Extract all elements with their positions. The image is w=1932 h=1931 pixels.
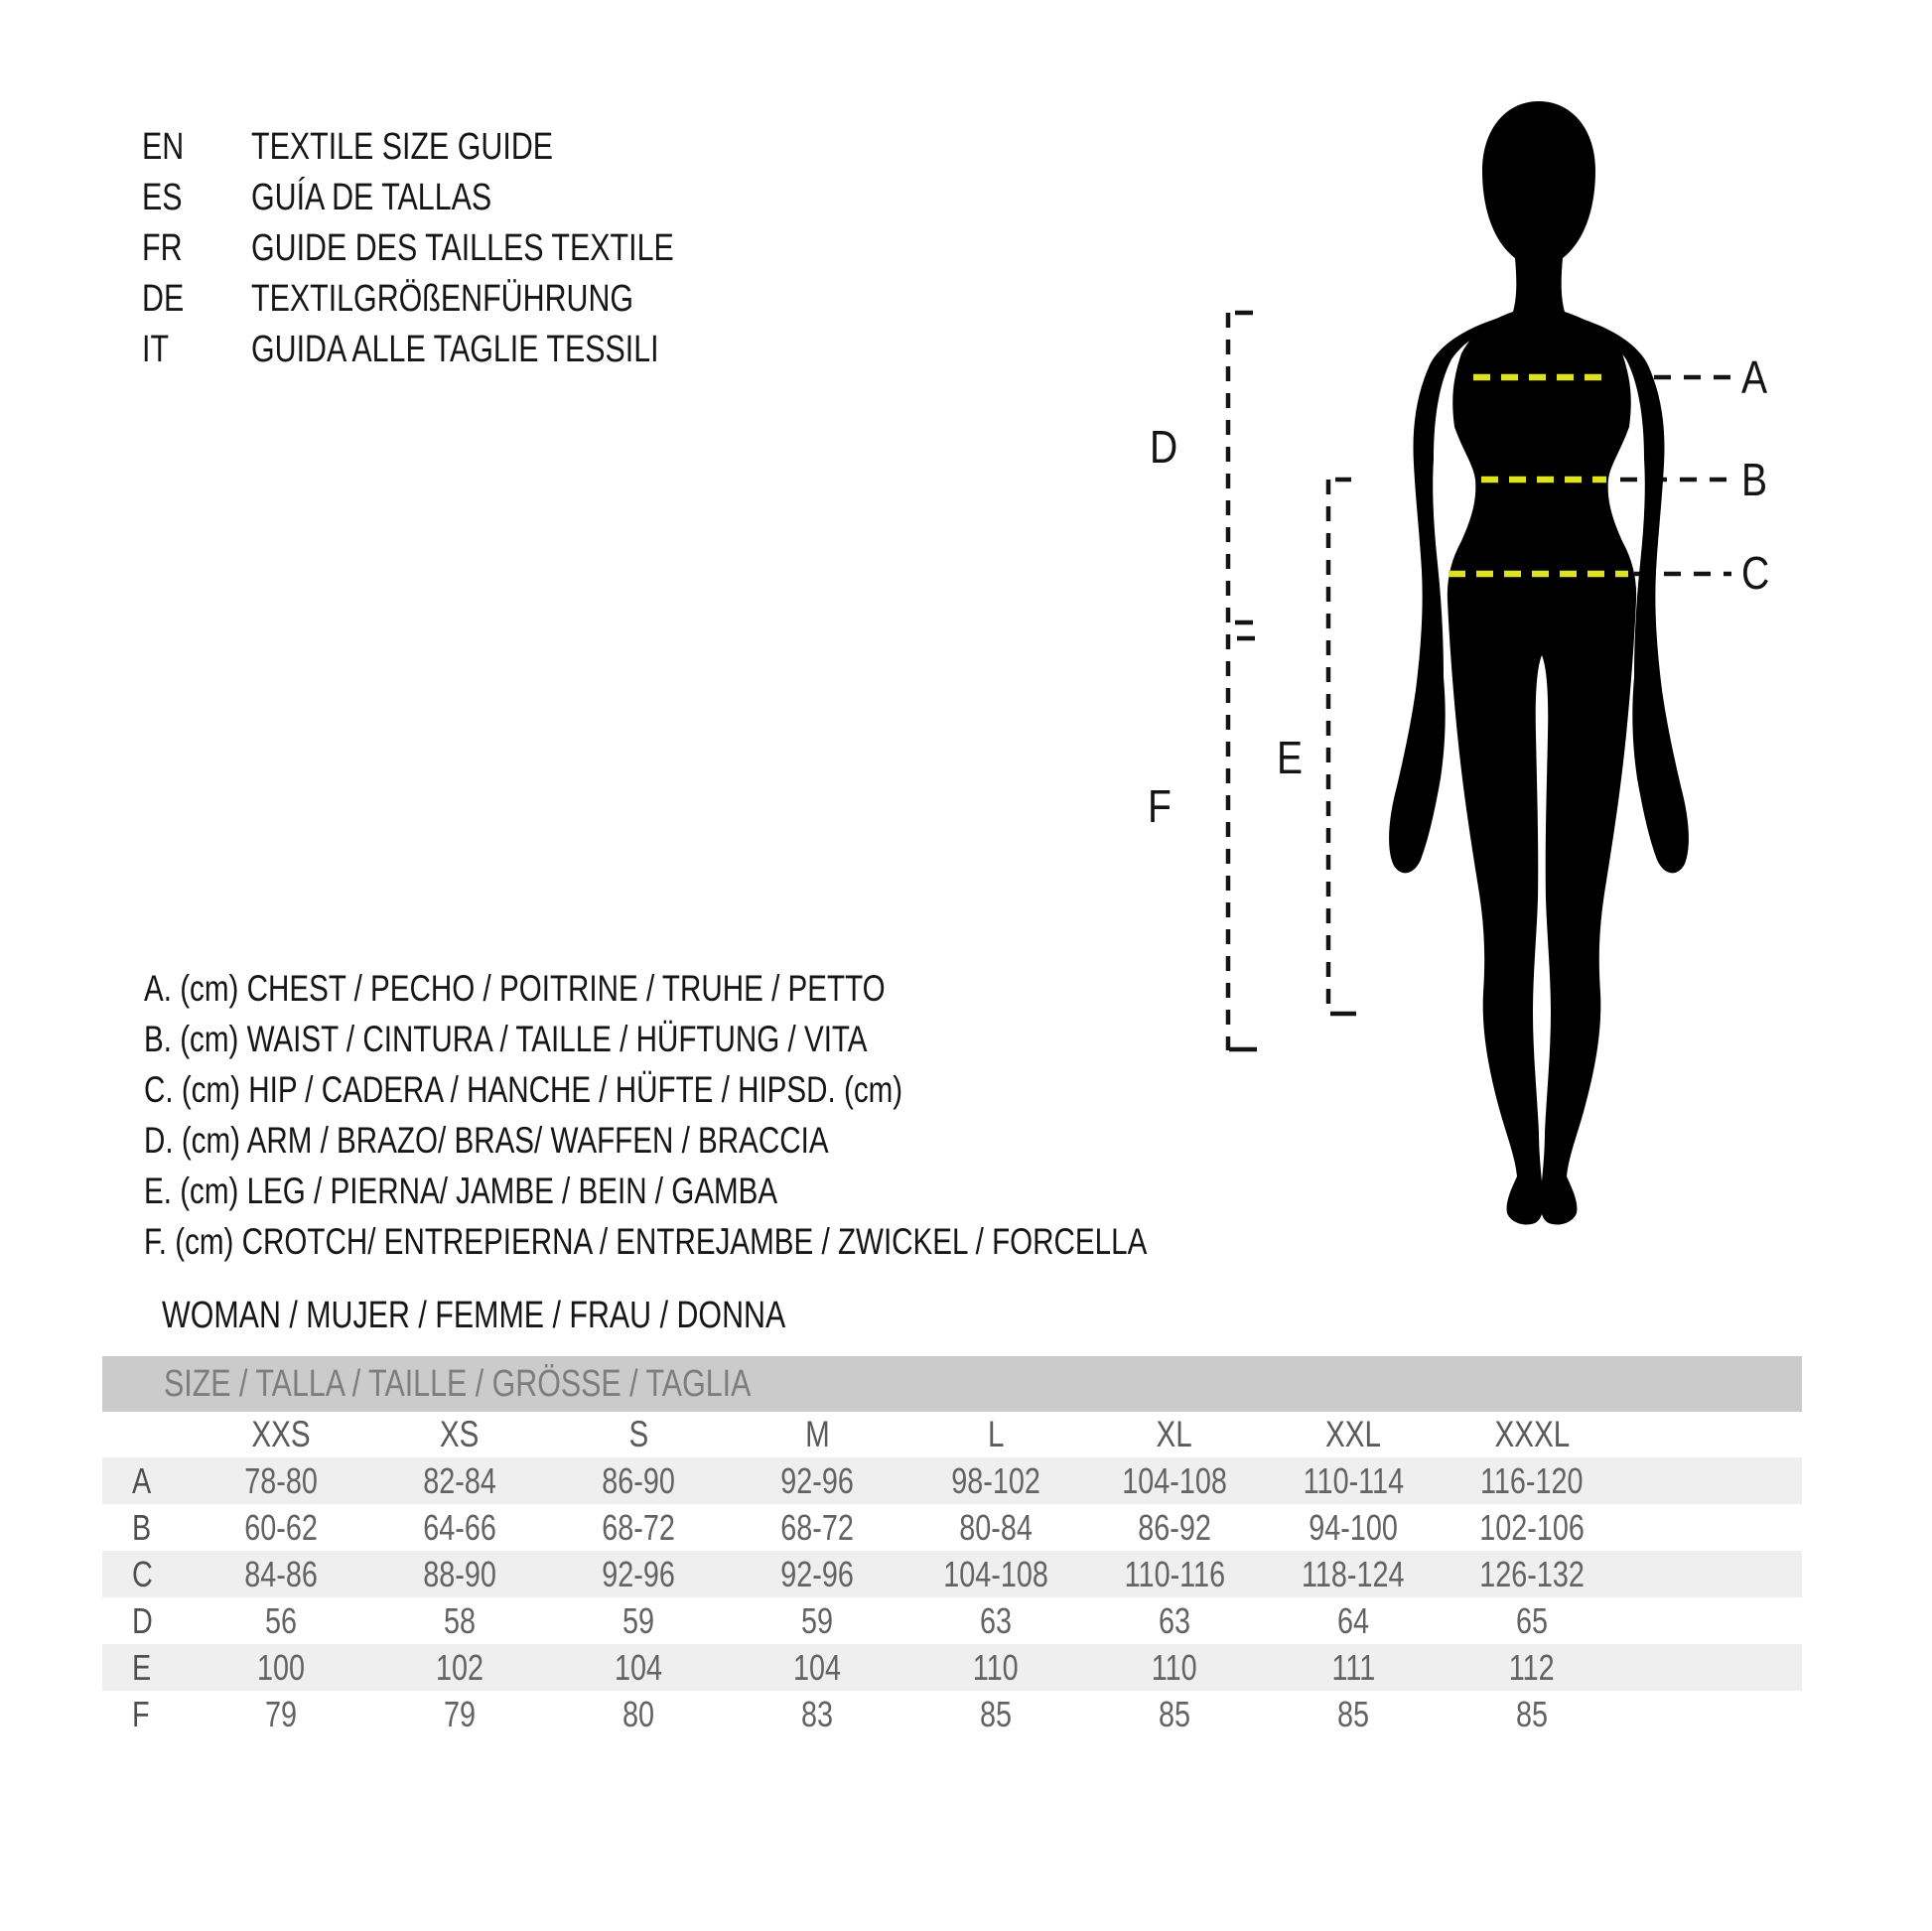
table-row-hip — [102, 1551, 1802, 1597]
cell: 111 — [1331, 1646, 1375, 1688]
measure-label-crotch: F — [1148, 780, 1172, 832]
cell: 59 — [800, 1599, 834, 1641]
measure-label-arm: D — [1150, 421, 1178, 473]
cell: 102 — [435, 1646, 484, 1688]
measure-label-chest: A — [1741, 351, 1768, 403]
legend-line-crotch: F. (cm) CROTCH/ ENTREPIERNA / ENTREJAMBE / ZWICKEL / FORCELLA — [144, 1221, 1148, 1262]
silhouette-torso-legs — [1448, 101, 1636, 1225]
table-row-leg — [102, 1644, 1802, 1691]
cell: 110 — [1152, 1646, 1197, 1688]
cell: 78-80 — [244, 1459, 318, 1501]
cell: 85 — [1336, 1693, 1370, 1734]
section-heading-woman: WOMAN / MUJER / FEMME / FRAU / DONNA — [162, 1295, 786, 1336]
cell: 60-62 — [244, 1506, 318, 1548]
cell: 92-96 — [780, 1459, 854, 1501]
measure-label-hip: C — [1741, 547, 1770, 599]
cell: 110-116 — [1124, 1553, 1225, 1594]
size-col-header: S — [628, 1414, 648, 1454]
row-label: C — [132, 1553, 153, 1594]
legend-line-arm: D. (cm) ARM / BRAZO/ BRAS/ WAFFEN / BRACCIA — [144, 1120, 829, 1161]
cell: 116-120 — [1480, 1459, 1584, 1501]
cell: 86-90 — [602, 1459, 675, 1501]
cell: 79 — [264, 1693, 298, 1734]
size-col-header: L — [987, 1414, 1005, 1454]
cell: 104 — [614, 1646, 663, 1688]
cell: 64-66 — [423, 1506, 496, 1548]
size-col-header: XXL — [1325, 1414, 1381, 1454]
cell: 86-92 — [1138, 1506, 1211, 1548]
cell: 104 — [792, 1646, 842, 1688]
cell: 110-114 — [1303, 1459, 1404, 1501]
cell: 59 — [621, 1599, 655, 1641]
size-table-header-bar: SIZE / TALLA / TAILLE / GRÖSSE / TAGLIA — [102, 1356, 1802, 1412]
legend-line-chest: A. (cm) CHEST / PECHO / POITRINE / TRUHE / PETTO — [144, 968, 886, 1009]
cell: 63 — [1158, 1599, 1191, 1641]
size-col-header: XL — [1156, 1414, 1193, 1454]
cell: 64 — [1336, 1599, 1370, 1641]
row-label: B — [132, 1506, 152, 1548]
cell: 100 — [256, 1646, 306, 1688]
cell: 68-72 — [780, 1506, 854, 1548]
measure-label-leg: E — [1277, 732, 1304, 783]
cell: 88-90 — [423, 1553, 496, 1594]
cell: 118-124 — [1302, 1553, 1405, 1594]
cell: 104-108 — [1122, 1459, 1227, 1501]
table-row-crotch — [102, 1691, 1802, 1737]
language-code: DE — [142, 278, 185, 320]
cell: 102-106 — [1479, 1506, 1585, 1548]
cell: 63 — [979, 1599, 1013, 1641]
cell: 58 — [443, 1599, 477, 1641]
cell: 65 — [1515, 1599, 1549, 1641]
guide-title: TEXTILE SIZE GUIDE — [251, 126, 554, 168]
row-label: F — [132, 1693, 150, 1734]
legend-line-leg: E. (cm) LEG / PIERNA/ JAMBE / BEIN / GAMBA — [144, 1171, 778, 1211]
size-col-header: XXS — [251, 1414, 311, 1454]
cell: 112 — [1509, 1646, 1555, 1688]
language-code: IT — [142, 329, 170, 370]
cell: 85 — [1515, 1693, 1549, 1734]
guide-title: GUÍA DE TALLAS — [251, 177, 492, 218]
cell: 85 — [979, 1693, 1013, 1734]
legend-line-hip: C. (cm) HIP / CADERA / HANCHE / HÜFTE / HIPSD. (cm) — [144, 1069, 903, 1110]
cell: 94-100 — [1309, 1506, 1398, 1548]
size-table — [102, 1356, 1802, 1737]
row-label: D — [132, 1599, 153, 1641]
size-col-header: M — [804, 1414, 830, 1454]
guide-title: TEXTILGRÖßENFÜHRUNG — [251, 278, 634, 320]
cell: 92-96 — [602, 1553, 675, 1594]
cell: 85 — [1158, 1693, 1191, 1734]
row-label: A — [132, 1459, 152, 1501]
table-row-waist — [102, 1504, 1802, 1551]
cell: 84-86 — [244, 1553, 318, 1594]
table-row-chest — [102, 1457, 1802, 1504]
language-code: EN — [142, 126, 185, 168]
cell: 56 — [264, 1599, 298, 1641]
cell: 98-102 — [951, 1459, 1040, 1501]
size-col-header: XXXL — [1494, 1414, 1570, 1454]
cell: 82-84 — [423, 1459, 496, 1501]
measure-label-waist: B — [1741, 454, 1768, 505]
cell: 79 — [443, 1693, 477, 1734]
cell: 92-96 — [780, 1553, 854, 1594]
language-code: ES — [142, 177, 183, 218]
size-column-header-row — [102, 1412, 1802, 1457]
legend-line-waist: B. (cm) WAIST / CINTURA / TAILLE / HÜFTUNG / VITA — [144, 1019, 868, 1059]
guide-title: GUIDE DES TAILLES TEXTILE — [251, 227, 674, 269]
table-row-arm — [102, 1597, 1802, 1644]
language-code: FR — [142, 227, 183, 269]
cell: 80 — [621, 1693, 655, 1734]
vertical-guides — [1228, 313, 1356, 1050]
silhouette-body — [1389, 101, 1689, 1225]
cell: 110 — [973, 1646, 1019, 1688]
cell: 68-72 — [602, 1506, 675, 1548]
cell: 83 — [800, 1693, 834, 1734]
cell: 126-132 — [1479, 1553, 1585, 1594]
guide-title: GUIDA ALLE TAGLIE TESSILI — [251, 329, 659, 370]
size-col-header: XS — [440, 1414, 480, 1454]
cell: 80-84 — [959, 1506, 1033, 1548]
row-label: E — [132, 1646, 152, 1688]
cell: 104-108 — [943, 1553, 1048, 1594]
